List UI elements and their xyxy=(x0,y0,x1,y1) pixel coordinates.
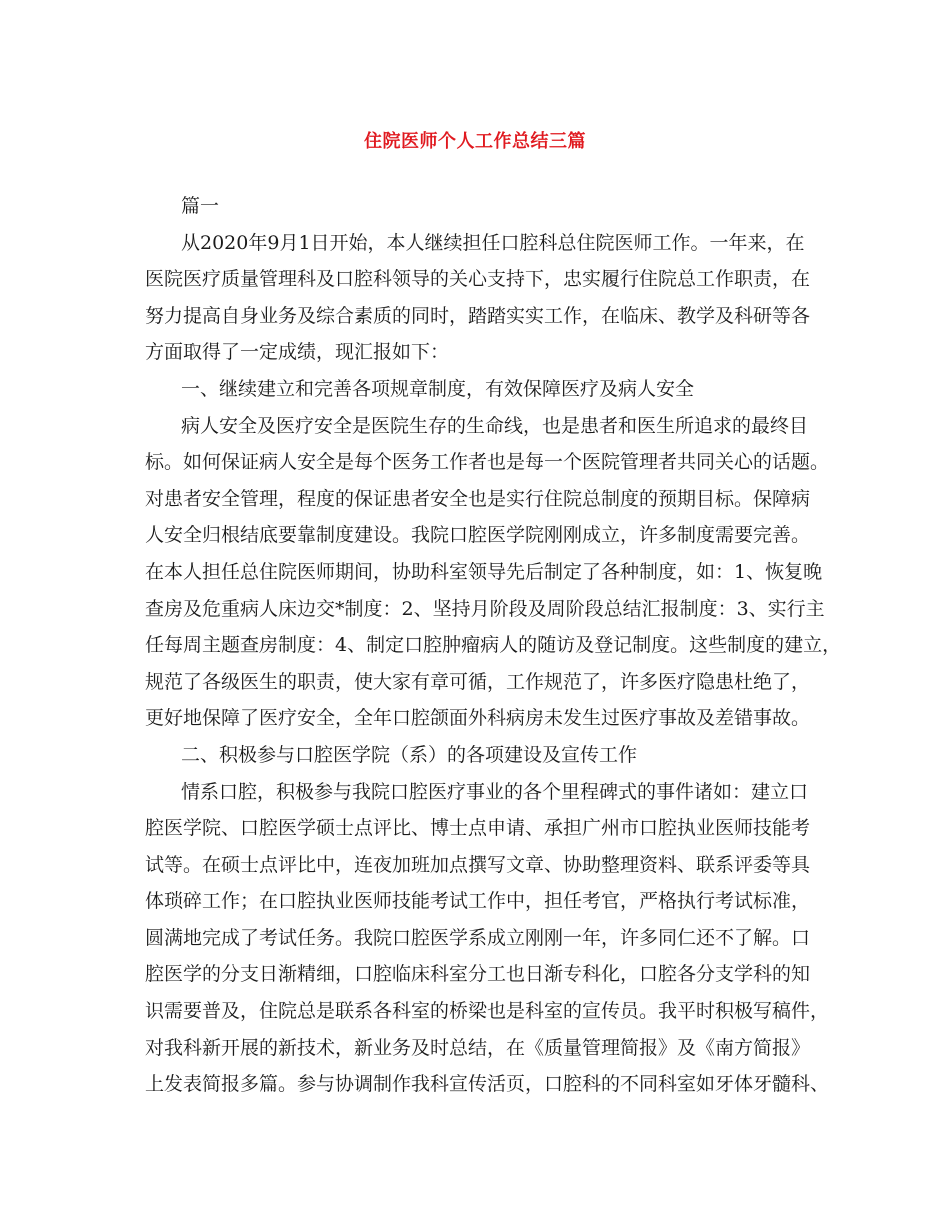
paragraph-line: 方面取得了一定成绩，现汇报如下： xyxy=(145,341,450,364)
paragraph-line: 从2020年9月1日开始，本人继续担任口腔科总住院医师工作。一年来，在 xyxy=(181,231,805,254)
paragraph-line: 更好地保障了医疗安全，全年口腔颌面外科病房未发生过医疗事故及差错事故。 xyxy=(145,707,811,730)
section-heading-part-one: 篇一 xyxy=(181,195,220,217)
paragraph-line: 圆满地完成了考试任务。我院口腔医学系成立刚刚一年，许多同仁还不了解。口 xyxy=(145,926,811,949)
paragraph-line: 识需要普及，住院总是联系各科室的桥梁也是科室的宣传员。我平时积极写稿件， xyxy=(145,1000,830,1023)
paragraph-line: 腔医学的分支日渐精细，口腔临床科室分工也日渐专科化，口腔各分支学科的知 xyxy=(145,963,811,986)
paragraph-line: 标。如何保证病人安全是每个医务工作者也是每一个医院管理者共同关心的话题。 xyxy=(145,451,830,474)
paragraph-line: 查房及危重病人床边交*制度：2、坚持月阶段及周阶段总结汇报制度：3、实行主 xyxy=(145,597,825,620)
paragraph-line: 试等。在硕士点评比中，连夜加班加点撰写文章、协助整理资料、联系评委等具 xyxy=(145,853,811,876)
section-heading-one: 一、继续建立和完善各项规章制度，有效保障医疗及病人安全 xyxy=(181,377,695,400)
section-heading-two: 二、积极参与口腔医学院（系）的各项建设及宣传工作 xyxy=(181,743,638,766)
paragraph-line: 努力提高自身业务及综合素质的同时，踏踏实实工作，在临床、教学及科研等各 xyxy=(145,304,811,327)
paragraph-line: 任每周主题查房制度：4、制定口腔肿瘤病人的随访及登记制度。这些制度的建立， xyxy=(145,634,842,657)
paragraph-line: 对患者安全管理，程度的保证患者安全也是实行住院总制度的预期目标。保障病 xyxy=(145,487,811,510)
paragraph-line: 情系口腔，积极参与我院口腔医疗事业的各个里程碑式的事件诸如：建立口 xyxy=(181,780,809,803)
paragraph-line: 病人安全及医疗安全是医院生存的生命线，也是患者和医生所追求的最终目 xyxy=(181,414,809,437)
paragraph-line: 在本人担任总住院医师期间，协助科室领导先后制定了各种制度，如：1、恢复晚 xyxy=(145,560,823,583)
paragraph-line: 人安全归根结底要靠制度建设。我院口腔医学院刚刚成立，许多制度需要完善。 xyxy=(145,524,811,547)
paragraph-line: 规范了各级医生的职责，使大家有章可循，工作规范了，许多医疗隐患杜绝了， xyxy=(145,670,811,693)
paragraph-line: 腔医学院、口腔医学硕士点评比、博士点申请、承担广州市口腔执业医师技能考 xyxy=(145,817,811,840)
document-title: 住院医师个人工作总结三篇 xyxy=(364,131,586,152)
document-body xyxy=(145,188,842,1103)
paragraph-line: 医院医疗质量管理科及口腔科领导的关心支持下，忠实履行住院总工作职责，在 xyxy=(145,268,811,291)
paragraph-line: 对我科新开展的新技术，新业务及时总结，在《质量管理简报》及《南方简报》 xyxy=(145,1036,811,1059)
paragraph-line: 体琐碎工作；在口腔执业医师技能考试工作中，担任考官，严格执行考试标准， xyxy=(145,890,811,913)
paragraph-line: 上发表简报多篇。参与协调制作我科宣传活页，口腔科的不同科室如牙体牙髓科、 xyxy=(145,1073,830,1096)
